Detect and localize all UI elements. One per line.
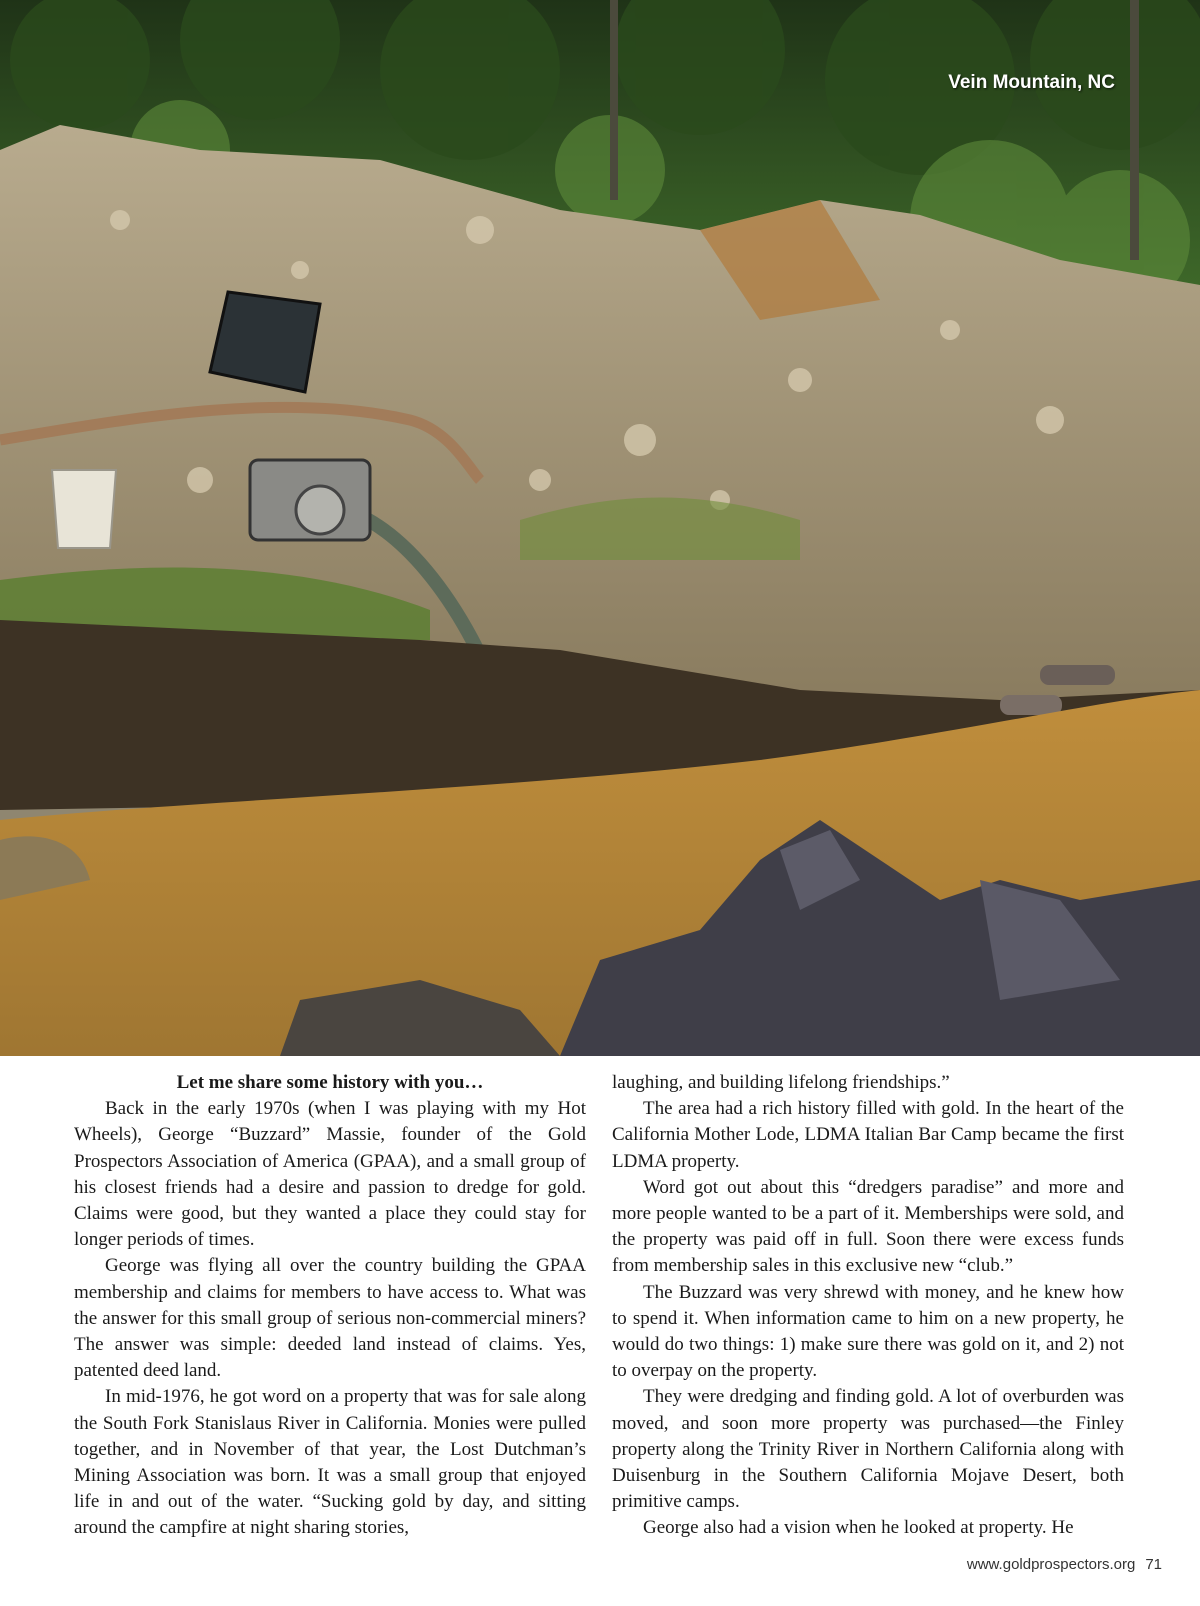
page-number: 71 bbox=[1145, 1556, 1162, 1573]
paragraph: George also had a vision when he looked at property. He bbox=[643, 1517, 1074, 1539]
footer-url: www.goldprospectors.org bbox=[966, 1556, 1136, 1573]
paragraph: Word got out about this “dredgers paradise” and more and more people wanted to be a part of it. Memberships were sold, and the property was paid off in full. Soon there were excess funds from membership sales in this exclusive new “club.” bbox=[612, 1176, 1124, 1277]
paragraph: The area had a rich history filled with gold. In the heart of the California Mother Lode, LDMA Italian Bar Camp became the first LDMA property. bbox=[612, 1098, 1124, 1172]
section-heading: Let me share some history with you… bbox=[176, 1072, 484, 1093]
paragraph-continuation: laughing, and building lifelong friendships.” bbox=[612, 1072, 950, 1093]
page-footer bbox=[967, 1556, 1162, 1573]
article-column-left bbox=[74, 1070, 586, 1542]
paragraph: They were dredging and finding gold. A lot of overburden was moved, and soon more property was purchased—the Finley property along the Trinity River in Northern California along with Duisenburg in the Southern California Mojave Desert, both primitive camps. bbox=[612, 1386, 1124, 1513]
photo-caption: Vein Mountain, NC bbox=[948, 72, 1115, 93]
paragraph: In mid-1976, he got word on a property that was for sale along the South Fork Stanislaus River in California. Monies were pulled together, and in November of that year, the Lost Dutchman’s Mining Association was born. It was a small group that enjoyed life in and out of the water. “Sucking gold by day, and sitting around the campfire at night sharing stories, bbox=[74, 1386, 586, 1539]
paragraph: The Buzzard was very shrewd with money, and he knew how to spend it. When information came to him on a new property, he would do two things: 1) make sure there was gold on it, and 2) not to overpay on the property. bbox=[612, 1281, 1124, 1382]
article-column-right bbox=[612, 1070, 1124, 1542]
paragraph: George was flying all over the country building the GPAA membership and claims for members to have access to. What was the answer for this small group of serious non-commercial miners? The answer was simple: deeded land instead of claims. Yes, patented deed land. bbox=[74, 1255, 586, 1382]
paragraph: Back in the early 1970s (when I was playing with my Hot Wheels), George “Buzzard” Massie, founder of the Gold Prospectors Association of America (GPAA), and a small group of his closest friends had a desire and passion to dredge for gold. Claims were good, but they wanted a place they could stay for longer periods of times. bbox=[74, 1098, 586, 1251]
